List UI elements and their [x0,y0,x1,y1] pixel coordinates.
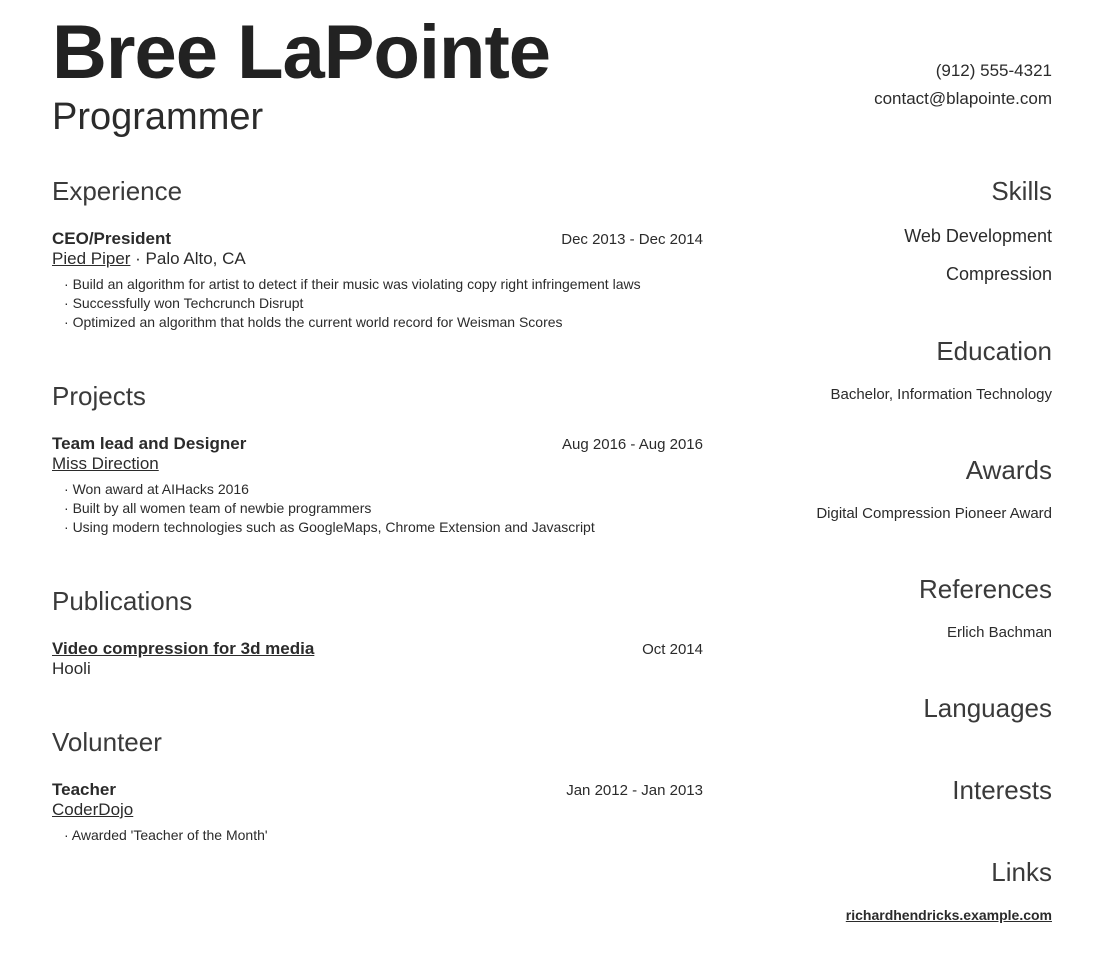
section-interests [632,775,1052,806]
entry-title: Team lead and Designer [52,434,247,453]
entry-header-row [52,229,703,249]
section-links [632,857,1052,925]
highlight-item: · Using modern technologies such as GoogleMaps, Chrome Extension and Javascript [64,518,703,537]
references-item: Erlich Bachman [946,624,1052,641]
right-column [632,0,1052,925]
links-item[interactable]: richardhendricks.example.com [845,907,1052,923]
entry-organization: Hooli [52,659,91,678]
section-heading-references: References [919,574,1052,604]
entry [52,229,703,332]
highlight-item: · Won award at AIHacks 2016 [64,480,703,499]
section-publications [52,586,703,678]
entry-title: CEO/President [52,229,172,248]
email-address: contact@blapointe.com [874,89,1052,108]
section-heading-volunteer: Volunteer [52,727,162,757]
section-heading-publications: Publications [52,586,193,616]
section-experience [52,176,703,332]
section-heading-interests: Interests [952,775,1052,805]
entry-date: Jan 2012 - Jan 2013 [566,782,703,799]
section-heading-links: Links [991,857,1052,887]
entry-subtitle [52,454,703,473]
highlight-list [52,480,703,537]
highlight-item: · Optimized an algorithm that holds the current world record for Weisman Scores [64,313,703,332]
entry-subtitle [52,659,703,678]
entry-date: Dec 2013 - Dec 2014 [561,231,703,248]
entry-date: Oct 2014 [642,641,703,658]
entry-title: Teacher [52,780,116,799]
awards-item: Digital Compression Pioneer Award [816,505,1052,522]
highlight-item: · Successfully won Techcrunch Disrupt [64,294,703,313]
left-column [52,0,703,845]
section-heading-awards: Awards [965,455,1052,485]
entry [52,780,703,845]
entry-date: Aug 2016 - Aug 2016 [562,436,703,453]
section-heading-projects: Projects [52,381,146,411]
entry-header-row [52,780,703,800]
section-references [632,574,1052,642]
entry-organization[interactable]: CoderDojo [52,800,134,819]
highlight-list [52,826,703,845]
skills-item: Compression [945,264,1052,284]
highlight-item: · Built by all women team of newbie programmers [64,499,703,518]
section-skills [632,176,1052,285]
section-volunteer [52,727,703,845]
section-heading-languages: Languages [923,693,1052,723]
entry-header-row [52,434,703,454]
highlight-item: · Awarded 'Teacher of the Month' [64,826,703,845]
highlight-item: · Build an algorithm for artist to detect if their music was violating copy right infringement laws [64,275,703,294]
skills-item: Web Development [904,226,1052,246]
section-heading-experience: Experience [52,176,183,206]
entry-header-row [52,639,703,659]
person-role: Programmer [52,96,264,138]
entry-title[interactable]: Video compression for 3d media [52,639,315,658]
section-heading-education: Education [936,336,1052,366]
section-languages [632,693,1052,724]
section-education [632,336,1052,404]
entry [52,434,703,537]
section-projects [52,381,703,537]
education-item: Bachelor, Information Technology [830,386,1052,403]
entry [52,639,703,678]
entry-subtitle [52,800,703,819]
person-name: Bree LaPointe [52,10,551,95]
section-heading-skills: Skills [991,176,1052,206]
phone-number: (912) 555-4321 [935,61,1052,80]
entry-subtitle [52,249,703,268]
highlight-list [52,275,703,332]
section-awards [632,455,1052,523]
entry-organization[interactable]: Miss Direction [52,454,159,473]
entry-organization[interactable]: Pied Piper [52,249,131,268]
entry-location: · Palo Alto, CA [130,249,246,268]
